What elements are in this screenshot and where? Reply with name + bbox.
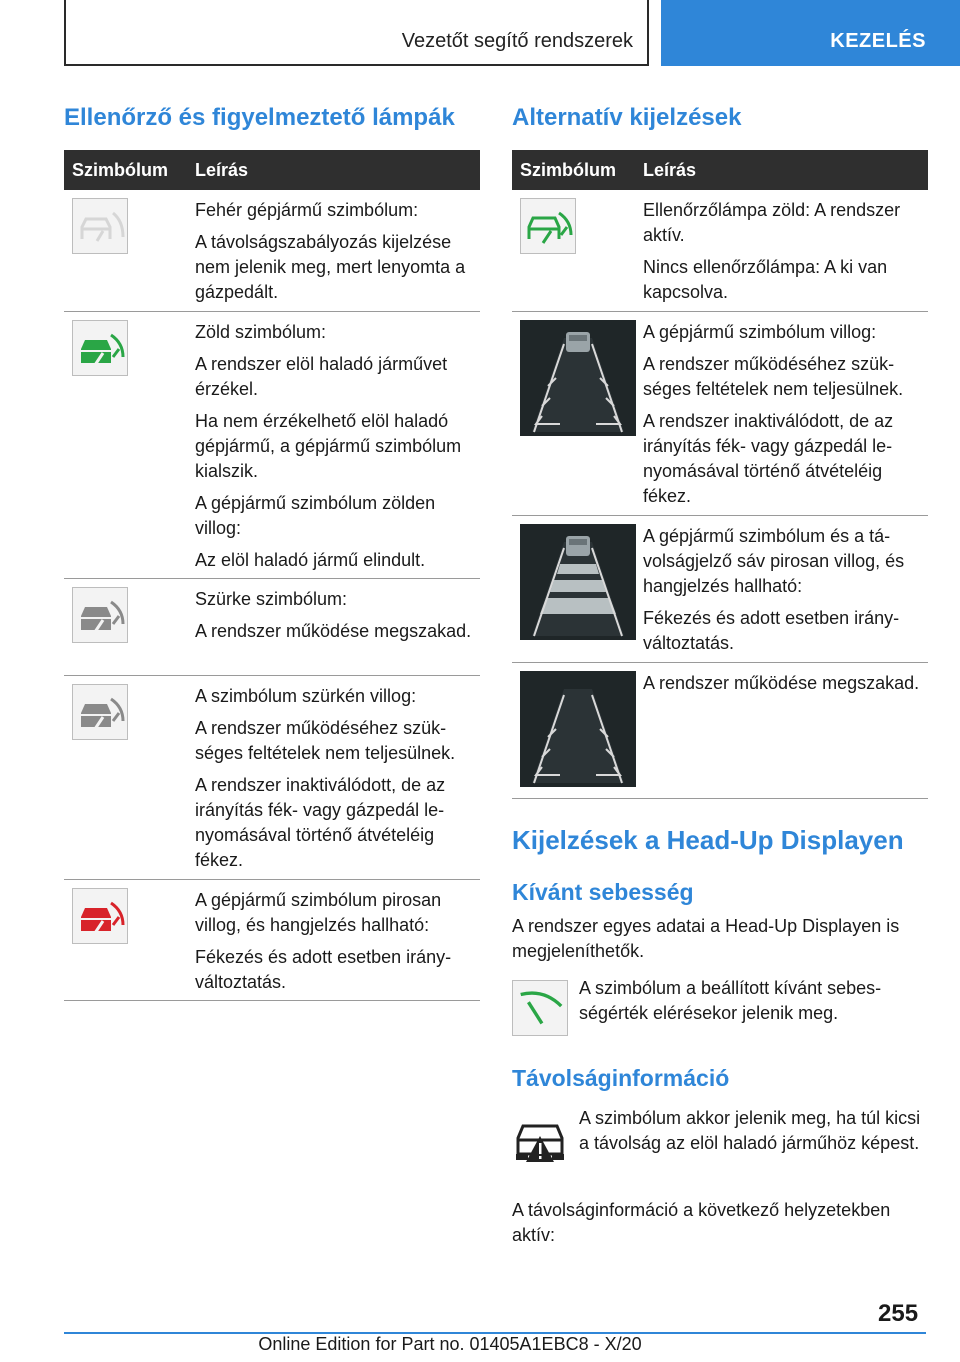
- speed-icon-text: A szimbólum a beállított kívánt sebességérték elérésekor jelenik meg.: [579, 978, 882, 1023]
- desc-line: Fékezés és adott esetben irányváltoztatás.: [195, 947, 452, 992]
- display-lane-car-bars-icon: [520, 524, 636, 640]
- row-description: [195, 587, 476, 651]
- col-symbol-header: Szimbólum: [72, 160, 169, 180]
- col-desc-header: Leírás: [643, 160, 697, 180]
- desc-line: A gépjármű szimbólum pirosan villog, és hangjelzés hallható:: [195, 890, 442, 935]
- desc-line: A rendszer működése megszakad.: [643, 673, 920, 693]
- desc-line: Fehér gépjármű szimbólum:: [195, 200, 419, 220]
- row-description: [643, 671, 924, 703]
- desc-line: Ha nem érzékelhető elöl haladó gépjármű, a gépjármű szimbólum kialszik.: [195, 411, 462, 481]
- right-section-title: Alternatív kijelzések: [512, 104, 742, 131]
- table-row: [64, 312, 480, 579]
- distance-warning-icon: [512, 1112, 568, 1168]
- desc-line: Az elöl haladó jármű elindult.: [195, 550, 426, 570]
- row-description: [195, 198, 476, 312]
- desc-line: A gépjármű szimbólum villog:: [643, 322, 877, 342]
- desc-line: A rendszer működéséhez szükséges feltételek nem teljesülnek.: [195, 718, 456, 763]
- table-header: [512, 150, 928, 190]
- table-row: [64, 579, 480, 676]
- header-tab-label: KEZELÉS: [830, 30, 926, 52]
- table-row: [64, 676, 480, 880]
- row-description: [195, 684, 476, 880]
- desc-line: A gépjármű szimbólum zölden villog:: [195, 493, 436, 538]
- desc-line: A rendszer elöl haladó járművet érzékel.: [195, 354, 448, 399]
- desc-line: Zöld szimbólum:: [195, 322, 327, 342]
- car-distance-grey-blink-icon: [72, 684, 128, 740]
- table-row: [512, 190, 928, 312]
- desc-line: A szimbólum szürkén villog:: [195, 686, 417, 706]
- desc-line: A rendszer inaktiválódott, de az irányítás fék- vagy gázpedál lenyomásával történő átvételéig fékez.: [643, 411, 894, 506]
- distance-subtitle: Távolságinformáció: [512, 1065, 730, 1091]
- desired-speed-icon: [512, 980, 568, 1036]
- desc-line: Ellenőrzőlámpa zöld: A rendszer aktív.: [643, 200, 901, 245]
- row-description: [643, 320, 924, 516]
- display-lane-car-icon: [520, 320, 636, 436]
- distance-icon-text: A szimbólum akkor jelenik meg, ha túl kicsi a távolság az elöl haladó járműhöz képest.: [579, 1108, 921, 1153]
- indicator-lamp-green-icon: [520, 198, 576, 254]
- col-symbol-header: Szimbólum: [520, 160, 617, 180]
- speed-subtitle: Kívánt sebesség: [512, 879, 694, 905]
- table-row: [64, 190, 480, 312]
- left-section-title: Ellenőrző és figyelmeztető lámpák: [64, 104, 455, 131]
- speed-text: A rendszer egyes adatai a Head-Up Displayen is megjeleníthetők.: [512, 916, 900, 961]
- table-row: [512, 663, 928, 799]
- header-section-title: Vezetőt segítő rendszerek: [401, 30, 633, 52]
- car-distance-grey-icon: [72, 587, 128, 643]
- row-description: [195, 888, 476, 1002]
- display-lane-empty-icon: [520, 671, 636, 787]
- table-row: [512, 516, 928, 663]
- desc-line: Fékezés és adott esetben irányváltoztatás.: [643, 608, 900, 653]
- header-tab[interactable]: [661, 0, 960, 66]
- desc-line: A gépjármű szimbólum és a távolságjelző sáv pirosan villog, és hangjelzés hallható:: [643, 526, 905, 596]
- indicator-table: [64, 150, 480, 1001]
- car-distance-green-icon: [72, 320, 128, 376]
- page-number: 255: [878, 1300, 919, 1327]
- footer-edition: Online Edition for Part no. 01405A1EBC8 - X/20: [258, 1334, 642, 1354]
- row-description: [195, 320, 476, 580]
- car-distance-red-icon: [72, 888, 128, 944]
- row-description: [643, 524, 924, 663]
- desc-line: Szürke szimbólum:: [195, 589, 348, 609]
- hud-section-title: Kijelzések a Head-Up Displayen: [512, 825, 904, 855]
- desc-line: Nincs ellenőrzőlámpa: A ki van kapcsolva.: [643, 257, 888, 302]
- table-header: [64, 150, 480, 190]
- desc-line: A távolságszabályozás kijelzése nem jelenik meg, mert lenyomta a gázpedált.: [195, 232, 466, 302]
- desc-line: A rendszer inaktiválódott, de az irányítás fék- vagy gázpedál lenyomásával történő átvételéig fékez.: [195, 775, 446, 870]
- table-row: [64, 880, 480, 1001]
- table-row: [512, 312, 928, 516]
- col-desc-header: Leírás: [195, 160, 249, 180]
- distance-text: A távolságinformáció a következő helyzetekben aktív:: [512, 1200, 891, 1245]
- header-section-box: [64, 0, 649, 66]
- desc-line: A rendszer működése megszakad.: [195, 621, 472, 641]
- car-distance-white-icon: [72, 198, 128, 254]
- desc-line: A rendszer működéséhez szükséges feltételek nem teljesülnek.: [643, 354, 904, 399]
- alternative-display-table: [512, 150, 928, 799]
- row-description: [643, 198, 924, 312]
